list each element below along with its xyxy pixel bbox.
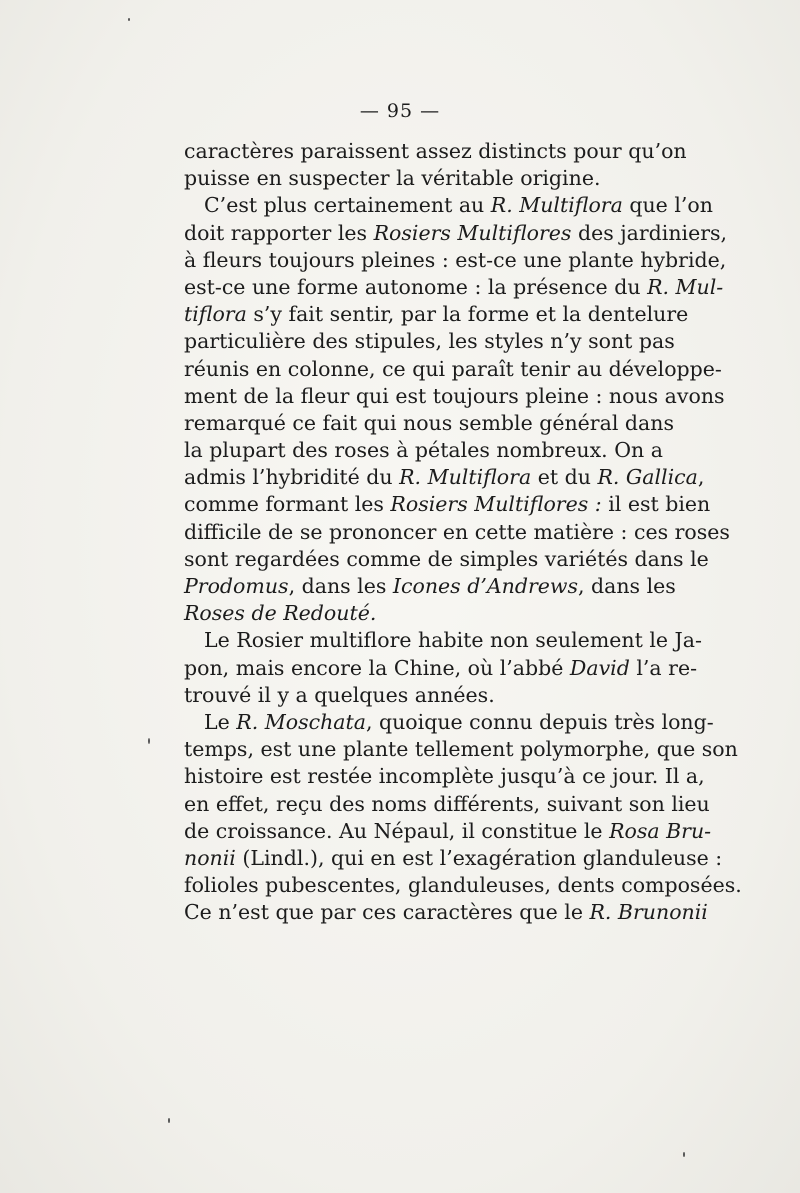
text-segment: sont regardées comme de simples variétés dans le <box>184 546 709 571</box>
text-line <box>184 192 713 219</box>
text-line <box>184 573 676 600</box>
print-speck <box>683 1152 685 1157</box>
text-segment: de croissance. Au Népaul, il constitue le <box>184 818 610 843</box>
text-segment: temps, est une plante tellement polymorphe, que son <box>184 737 738 762</box>
italic-text: Roses de Redouté. <box>184 601 377 626</box>
print-speck <box>168 1118 170 1123</box>
text-segment: Le <box>204 709 237 734</box>
text-segment: , <box>697 465 705 490</box>
text-line <box>184 899 708 926</box>
italic-text: R. Mul- <box>647 274 724 299</box>
text-segment: (Lindl.), qui en est l’exagération glanduleuse : <box>235 845 723 870</box>
text-line <box>184 274 724 301</box>
text-segment: il est bien <box>601 492 711 517</box>
text-segment: et du <box>531 465 598 490</box>
italic-text: Icones d’Andrews <box>392 574 578 598</box>
text-segment: est-ce une forme autonome : la présence du <box>184 274 648 299</box>
text-segment: histoire est restée incomplète jusqu’à ce jour. Il a, <box>184 764 705 789</box>
text-line <box>184 627 702 654</box>
page-number: — 95 — <box>359 100 441 122</box>
italic-text: David <box>569 655 630 680</box>
text-line <box>184 220 728 247</box>
text-segment: C’est plus certainement au <box>204 193 491 218</box>
text-line <box>184 437 663 464</box>
text-line <box>184 383 725 410</box>
body-text <box>184 138 742 926</box>
text-line <box>184 464 705 491</box>
print-speck <box>148 738 150 744</box>
text-segment: comme formant les <box>184 492 391 517</box>
text-segment: pon, mais encore la Chine, où l’abbé <box>184 655 570 680</box>
italic-text: R. Multiflora <box>490 193 623 218</box>
text-line <box>184 845 723 872</box>
italic-text: nonii <box>184 845 236 870</box>
text-segment: , dans les <box>288 574 393 598</box>
italic-text: Rosiers Multiflores <box>373 220 572 245</box>
print-speck <box>128 18 130 21</box>
text-segment: Le Rosier multiflore habite non seulement le Ja- <box>204 628 702 653</box>
text-segment: ment de la fleur qui est toujours pleine : nous avons <box>184 383 725 408</box>
text-line <box>184 655 698 682</box>
text-line <box>184 165 646 192</box>
italic-text: Prodomus <box>184 574 289 598</box>
text-segment: des jardiniers, <box>571 220 728 245</box>
text-segment: caractères paraissent assez distincts pour qu’on <box>184 139 687 163</box>
italic-text: Rosa Bru- <box>609 818 712 843</box>
text-line <box>184 763 705 790</box>
text-line <box>184 872 742 899</box>
italic-text: R. Multiflora <box>399 465 532 490</box>
text-line <box>184 736 738 763</box>
text-segment: particulière des stipules, les styles n’y sont pas <box>184 329 675 354</box>
italic-text: R. Gallica <box>597 465 698 490</box>
text-line <box>184 356 722 383</box>
italic-text: Rosiers Multiflores : <box>390 492 602 517</box>
text-segment: folioles pubescentes, glanduleuses, dents composées. <box>184 873 742 898</box>
text-line <box>184 491 711 518</box>
italic-text: tiflora <box>184 302 247 327</box>
text-segment: admis l’hybridité du <box>184 465 400 490</box>
text-segment: puisse en suspecter la véritable origine. <box>184 166 601 191</box>
text-segment: à fleurs toujours pleines : est-ce une plante hybride, <box>184 247 727 272</box>
text-line <box>184 546 709 573</box>
text-segment: Ce n’est que par ces caractères que le <box>184 900 590 925</box>
text-line <box>184 301 689 328</box>
text-segment: que l’on <box>622 193 713 218</box>
text-line <box>184 138 687 165</box>
text-line <box>184 328 675 355</box>
text-line <box>184 410 674 437</box>
text-line <box>184 519 730 546</box>
text-line <box>184 818 712 845</box>
text-segment: l’a re- <box>629 655 698 680</box>
italic-text: R. Brunonii <box>589 900 708 925</box>
text-segment: trouvé il y a quelques années. <box>184 682 495 707</box>
text-line <box>184 600 646 627</box>
text-line <box>184 247 727 274</box>
text-line <box>184 682 646 709</box>
text-segment: en effet, reçu des noms différents, suivant son lieu <box>184 791 710 816</box>
italic-text: R. Moschata <box>236 709 366 734</box>
text-line <box>184 791 710 818</box>
text-segment: la plupart des roses à pétales nombreux. On a <box>184 438 663 463</box>
text-segment: doit rapporter les <box>184 220 374 245</box>
text-segment: s’y fait sentir, par la forme et la dentelure <box>246 302 689 327</box>
text-segment: remarqué ce fait qui nous semble général dans <box>184 410 674 435</box>
text-segment: réunis en colonne, ce qui paraît tenir au développe- <box>184 356 722 381</box>
text-segment: difficile de se prononcer en cette matière : ces roses <box>184 519 730 544</box>
text-segment: , dans les <box>577 574 676 598</box>
text-segment: , quoique connu depuis très long- <box>365 709 714 734</box>
text-line <box>184 709 714 736</box>
